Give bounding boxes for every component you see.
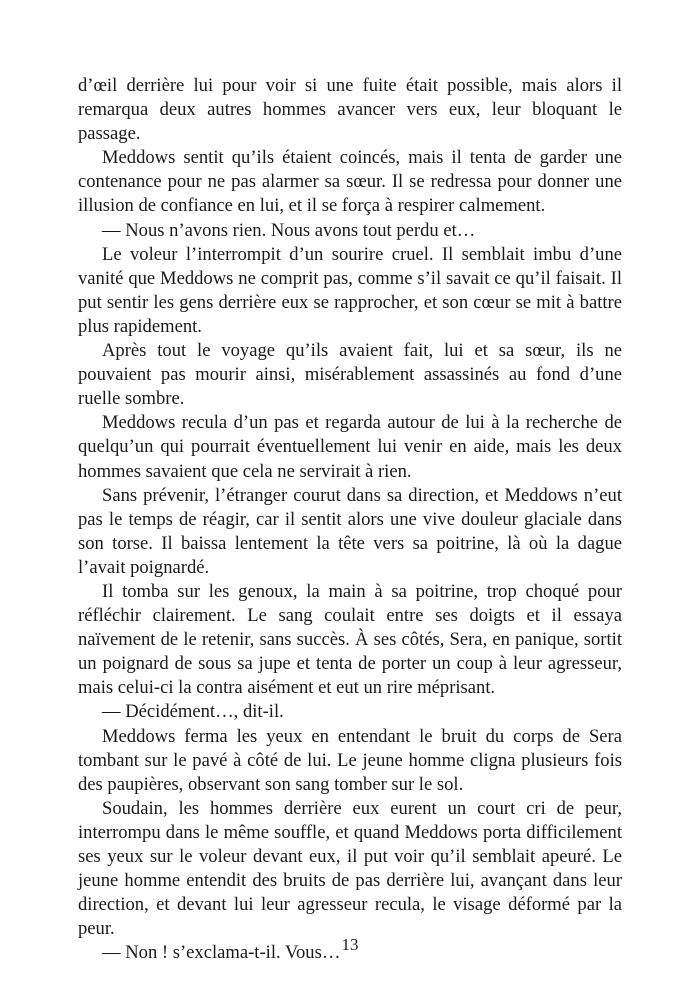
paragraph-7: Sans prévenir, l’étranger courut dans sa direction, et Meddows n’eut pas le temps de réagir, car il sentit alors une vive douleur glaciale dans son torse. Il baissa lentement la tête vers sa poitrine, là où la dague l’avait poignardé. bbox=[78, 484, 622, 578]
dialogue-line-3: — Non ! s’exclama-t-il. Vous… bbox=[102, 942, 341, 964]
paragraph-1: d’œil derrière lui pour voir si une fuite était possible, mais alors il remarqua deux autres hommes avancer vers eux, leur bloquant le passage. bbox=[78, 75, 622, 145]
paragraph-10: Meddows ferma les yeux en entendant le bruit du corps de Sera tombant sur le pavé à côté de lui. Le jeune homme cligna plusieurs fois des paupières, observant son sang tomber sur le sol. bbox=[78, 725, 622, 795]
page-body bbox=[78, 74, 622, 965]
dialogue-line-1: — Nous n’avons rien. Nous avons tout perdu et… bbox=[102, 219, 476, 241]
dialogue-line-2: — Décidément…, dit-il. bbox=[102, 701, 284, 723]
paragraph-6: Meddows recula d’un pas et regarda autour de lui à la recherche de quelqu’un qui pourrait éventuellement lui venir en aide, mais les deux hommes savaient que cela ne servirait à rien. bbox=[78, 412, 622, 482]
paragraph-8: Il tomba sur les genoux, la main à sa poitrine, trop choqué pour réfléchir clairement. Le sang coulait entre ses doigts et il essaya naïvement de le retenir, sans succès. À ses côtés, Sera, en panique, sortit un poignard de sous sa jupe et tenta de porter un coup à leur agresseur, mais celui-ci la contra aisément et eut un rire méprisant. bbox=[78, 580, 622, 699]
paragraph-2: Meddows sentit qu’ils étaient coincés, mais il tenta de garder une contenance pour ne pas alarmer sa sœur. Il se redressa pour donner une illusion de confiance en lui, et il se força à respirer calmement. bbox=[78, 147, 622, 217]
paragraph-11: Soudain, les hommes derrière eux eurent un court cri de peur, interrompu dans le même souffle, et quand Meddows porta difficilement ses yeux sur le voleur devant eux, il put voir qu’il semblait apeuré. Le jeune homme entendit des bruits de pas derrière lui, avançant dans leur direction, et devant lui leur agresseur recula, le visage déformé par la peur. bbox=[78, 797, 622, 940]
paragraph-4: Le voleur l’interrompit d’un sourire cruel. Il semblait imbu d’une vanité que Meddows ne comprit pas, comme s’il savait ce qu’il faisait. Il put sentir les gens derrière eux se rapprocher, et son cœur se mit à battre plus rapidement. bbox=[78, 243, 622, 337]
paragraph-5: Après tout le voyage qu’ils avaient fait, lui et sa sœur, ils ne pouvaient pas mourir ainsi, misérablement assassinés au fond d’une ruelle sombre. bbox=[78, 340, 622, 410]
page-number: 13 bbox=[341, 935, 359, 954]
